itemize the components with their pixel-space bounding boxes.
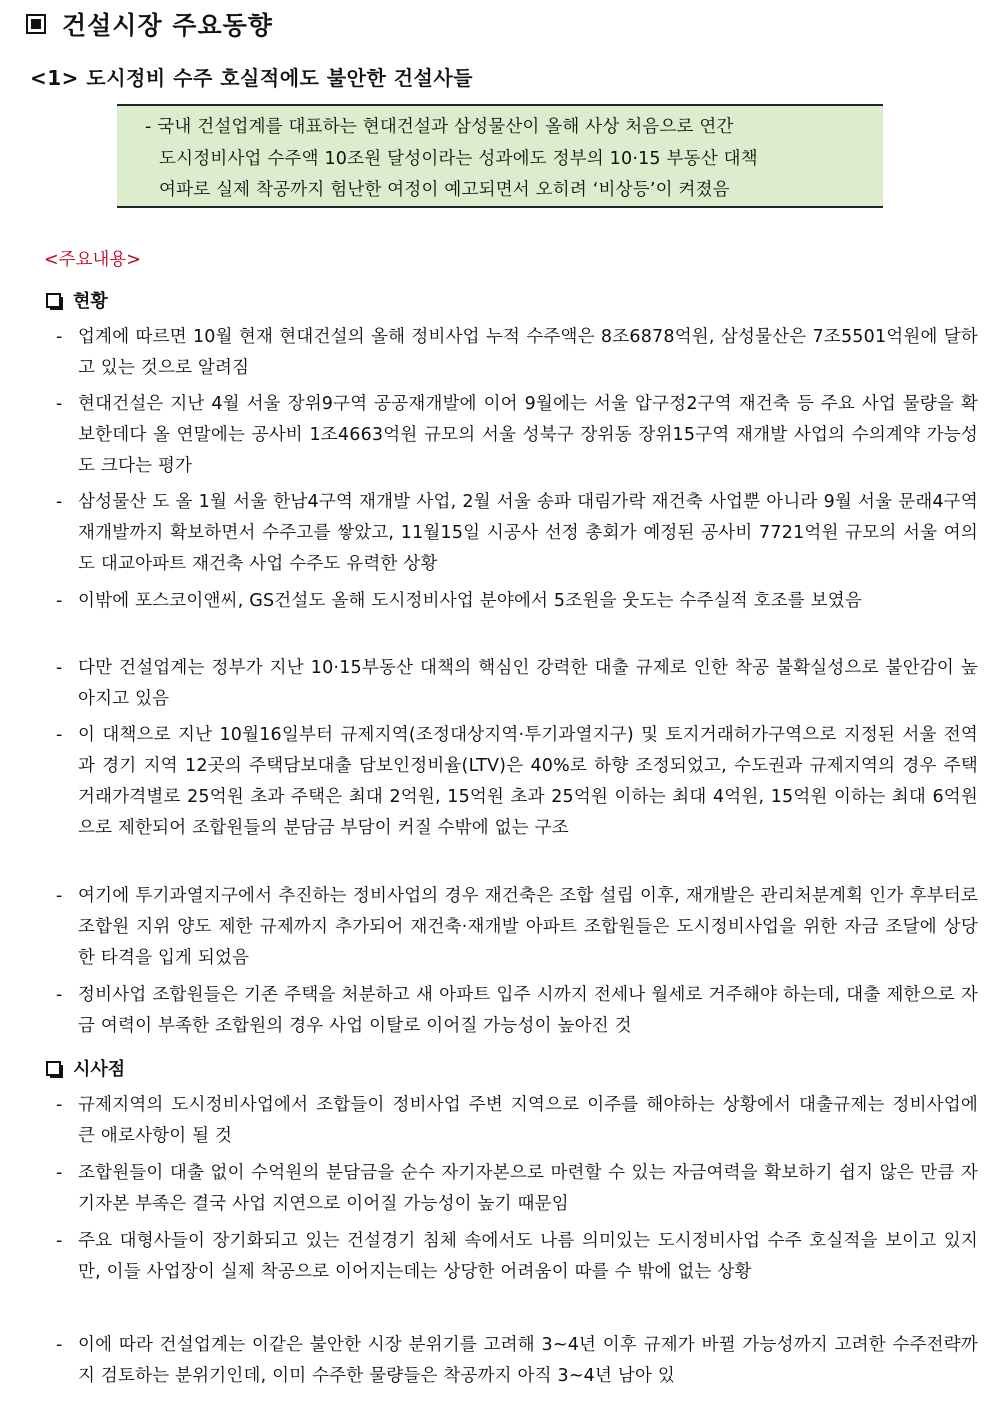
page-title	[22, 6, 273, 42]
dash-icon: -	[56, 327, 63, 347]
list-item-text: 현대건설은 지난 4월 서울 장위9구역 공공재개발에 이어 9월에는 서울 압구정2구역 재건축 등 주요 사업 물량을 확보한데다 올 연말에는 공사비 1조4663억원 규모의 서울 성북구 장위동 장위15구역 재개발 사업의 수의계약 가능성도 크다는 평가	[78, 394, 978, 476]
list-item-text: 삼성물산 도 올 1월 서울 한남4구역 재개발 사업, 2월 서울 송파 대림가락 재건축 사업뿐 아니라 9월 서울 문래4구역 재개발까지 확보하면서 수주고를 쌓았고, 11월15일 시공사 선정 총회가 예정된 공사비 7721억원 규모의 서울 여의도 대교아파트 재건축 사업 수주도 유력한 상황	[78, 492, 978, 574]
list-item-text: 정비사업 조합원들은 기존 주택을 처분하고 새 아파트 입주 시까지 전세나 월세로 거주해야 하는데, 대출 제한으로 자금 여력이 부족한 조합원의 경우 사업 이탈로 이어질 가능성이 높아진 것	[78, 985, 978, 1036]
page-title-text: 건설시장 주요동향	[62, 11, 273, 40]
list-item-text: 여기에 투기과열지구에서 추진하는 정비사업의 경우 재건축은 조합 설립 이후, 재개발은 관리처분계획 인가 후부터로 조합원 지위 양도 제한 규제까지 추가되어 재건축·재개발 아파트 조합원들은 도시정비사업을 위한 자금 조달에 상당한 타격을 입게 되었음	[78, 886, 978, 968]
summary-line: 여파로 실제 착공까지 험난한 여정이 예고되면서 오히려 ‘비상등’이 켜졌음	[159, 180, 730, 200]
section-heading-text: 현황	[73, 291, 108, 312]
dash-icon: -	[56, 658, 63, 678]
article-title: <1> 도시정비 수주 호실적에도 불안한 건설사들	[30, 66, 474, 90]
list-item	[56, 1226, 978, 1288]
section-heading-text: 시사점	[73, 1059, 126, 1080]
list-item	[56, 881, 978, 974]
list-item	[56, 1090, 978, 1152]
dash-icon: -	[56, 1163, 63, 1183]
section-heading-implications	[46, 1055, 125, 1081]
dash-icon: -	[56, 1231, 63, 1251]
dash-icon: -	[56, 1335, 63, 1355]
list-item-text: 규제지역의 도시정비사업에서 조합들이 정비사업 주변 지역으로 이주를 해야하는 상황에서 대출규제는 정비사업에 큰 애로사항이 될 것	[78, 1095, 978, 1146]
dash-icon: -	[56, 725, 63, 745]
list-item-text: 주요 대형사들이 장기화되고 있는 건설경기 침체 속에서도 나름 의미있는 도시정비사업 수주 호실적을 보이고 있지만, 이들 사업장이 실제 착공으로 이어지는데는 상당한 어려움이 따를 수 밖에 없는 상황	[78, 1231, 978, 1282]
summary-box	[117, 104, 883, 208]
list-item-text: 이 대책으로 지난 10월16일부터 규제지역(조정대상지역·투기과열지구) 및 토지거래허가구역으로 지정된 서울 전역과 경기 지역 12곳의 주택담보대출 담보인정비율(LTV)은 40%로 하향 조정되었고, 수도권과 규제지역의 경우 주택 거래가격별로 25억원 초과 주택은 최대 2억원, 15억원 초과 25억원 이하는 최대 4억원, 15억원 이하는 최대 6억원으로 제한되어 조합원들의 분담금 부담이 커질 수밖에 없는 구조	[78, 725, 978, 838]
list-item-text: 다만 건설업계는 정부가 지난 10·15부동산 대책의 핵심인 강력한 대출 규제로 인한 착공 불확실성으로 불안감이 높아지고 있음	[78, 658, 978, 709]
summary-line: - 국내 건설업계를 대표하는 현대건설과 삼성물산이 올해 사상 처음으로 연간	[145, 117, 734, 137]
dash-icon: -	[56, 492, 63, 512]
list-item	[56, 389, 978, 482]
list-item	[56, 1330, 978, 1392]
list-item-text: 이에 따라 건설업계는 이같은 불안한 시장 분위기를 고려해 3~4년 이후 규제가 바뀔 가능성까지 고려한 수주전략까지 검토하는 분위기인데, 이미 수주한 물량들은 착공까지 아직 3~4년 남아 있	[78, 1335, 978, 1386]
list-item	[56, 653, 978, 715]
list-item	[56, 586, 978, 617]
list-item-text: 이밖에 포스코이앤씨, GS건설도 올해 도시정비사업 분야에서 5조원을 웃도는 수주실적 호조를 보였음	[78, 591, 862, 611]
dash-icon: -	[56, 985, 63, 1005]
checkbox-square-icon	[46, 1061, 61, 1076]
dash-icon: -	[56, 394, 63, 414]
list-item-text: 업계에 따르면 10월 현재 현대건설의 올해 정비사업 누적 수주액은 8조6878억원, 삼성물산은 7조5501억원에 달하고 있는 것으로 알려짐	[78, 327, 978, 378]
dash-icon: -	[56, 886, 63, 906]
section-heading-status	[46, 287, 108, 313]
filled-square-icon	[26, 14, 46, 34]
dash-icon: -	[56, 1095, 63, 1115]
list-item	[56, 322, 978, 384]
summary-line: 도시정비사업 수주액 10조원 달성이라는 성과에도 정부의 10·15 부동산 대책	[159, 148, 758, 169]
main-content-label: <주요내용>	[44, 250, 141, 270]
list-item	[56, 720, 978, 844]
list-item	[56, 487, 978, 580]
checkbox-square-icon	[46, 293, 61, 308]
list-item-text: 조합원들이 대출 없이 수억원의 분담금을 순수 자기자본으로 마련할 수 있는 자금여력을 확보하기 쉽지 않은 만큼 자기자본 부족은 결국 사업 지연으로 이어질 가능성이 높기 때문임	[78, 1163, 978, 1214]
dash-icon: -	[56, 591, 63, 611]
list-item	[56, 980, 978, 1042]
list-item	[56, 1158, 978, 1220]
